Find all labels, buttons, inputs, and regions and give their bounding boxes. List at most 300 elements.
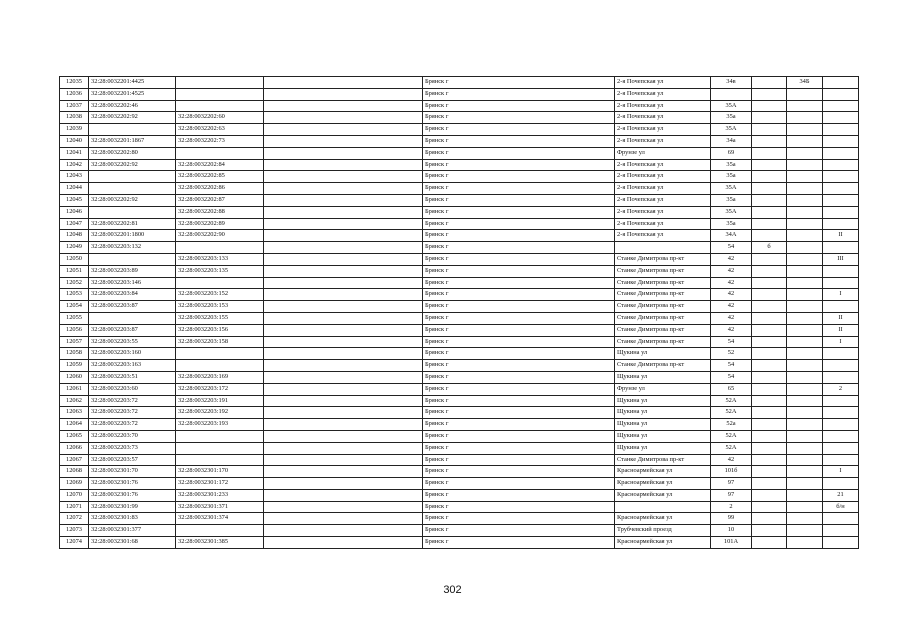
table-row	[60, 324, 859, 336]
apartment-cell	[823, 242, 859, 254]
house-cell: 101б	[711, 466, 752, 478]
city-cell: Брянск г	[423, 537, 615, 549]
house-cell: 10	[711, 525, 752, 537]
table-row	[60, 88, 859, 100]
house-cell: 54	[711, 242, 752, 254]
empty-cell	[264, 312, 423, 324]
linked-cadastral-cell: 32:28:0032203:172	[176, 383, 264, 395]
empty-cell	[264, 489, 423, 501]
city-cell: Брянск г	[423, 171, 615, 183]
city-cell: Брянск г	[423, 312, 615, 324]
city-cell: Брянск г	[423, 289, 615, 301]
table-row	[60, 112, 859, 124]
city-cell: Брянск г	[423, 454, 615, 466]
cadastral-number-cell: 32:28:0032203:72	[89, 407, 176, 419]
city-cell: Брянск г	[423, 360, 615, 372]
house-cell: 34а	[711, 135, 752, 147]
empty-cell	[264, 277, 423, 289]
apartment-cell	[823, 124, 859, 136]
street-cell: Фрунзе ул	[615, 147, 711, 159]
extra-cell	[752, 253, 787, 265]
street-cell: 2-я Почепская ул	[615, 159, 711, 171]
cadastral-number-cell: 32:28:0032301:76	[89, 478, 176, 490]
empty-cell	[264, 348, 423, 360]
apartment-cell	[823, 371, 859, 383]
house-cell: 52А	[711, 430, 752, 442]
house-cell: 35а	[711, 218, 752, 230]
extra-cell	[752, 442, 787, 454]
row-number-cell: 12058	[60, 348, 89, 360]
korpus-cell	[787, 100, 823, 112]
row-number-cell: 12073	[60, 525, 89, 537]
cadastral-number-cell: 32:28:0032203:70	[89, 430, 176, 442]
house-cell: 52а	[711, 419, 752, 431]
street-cell: Станке Димитрова пр-кт	[615, 454, 711, 466]
city-cell: Брянск г	[423, 253, 615, 265]
extra-cell	[752, 383, 787, 395]
house-cell: 65	[711, 383, 752, 395]
city-cell: Брянск г	[423, 135, 615, 147]
korpus-cell	[787, 265, 823, 277]
cadastral-number-cell: 32:28:0032301:68	[89, 537, 176, 549]
empty-cell	[264, 159, 423, 171]
house-cell: 52	[711, 348, 752, 360]
table-row	[60, 312, 859, 324]
extra-cell	[752, 301, 787, 313]
row-number-cell: 12065	[60, 430, 89, 442]
empty-cell	[264, 289, 423, 301]
table-row	[60, 419, 859, 431]
apartment-cell	[823, 348, 859, 360]
korpus-cell	[787, 301, 823, 313]
house-cell: 69	[711, 147, 752, 159]
street-cell	[615, 242, 711, 254]
city-cell: Брянск г	[423, 194, 615, 206]
empty-cell	[264, 478, 423, 490]
table-body	[60, 77, 859, 549]
row-number-cell: 12069	[60, 478, 89, 490]
table-row	[60, 407, 859, 419]
cadastral-number-cell: 32:28:0032202:92	[89, 112, 176, 124]
row-number-cell: 12070	[60, 489, 89, 501]
house-cell: 54	[711, 360, 752, 372]
extra-cell	[752, 112, 787, 124]
extra-cell	[752, 312, 787, 324]
house-cell: 54	[711, 371, 752, 383]
korpus-cell	[787, 395, 823, 407]
city-cell: Брянск г	[423, 383, 615, 395]
korpus-cell	[787, 183, 823, 195]
cadastral-number-cell: 32:28:0032203:84	[89, 289, 176, 301]
apartment-cell	[823, 100, 859, 112]
street-cell: 2-я Почепская ул	[615, 171, 711, 183]
apartment-cell	[823, 159, 859, 171]
apartment-cell: б/н	[823, 501, 859, 513]
cadastral-number-cell	[89, 171, 176, 183]
city-cell: Брянск г	[423, 348, 615, 360]
cadastral-number-cell: 32:28:0032301:377	[89, 525, 176, 537]
row-number-cell: 12036	[60, 88, 89, 100]
korpus-cell	[787, 360, 823, 372]
cadastral-number-cell: 32:28:0032203:60	[89, 383, 176, 395]
row-number-cell: 12063	[60, 407, 89, 419]
extra-cell	[752, 77, 787, 89]
korpus-cell	[787, 312, 823, 324]
city-cell: Брянск г	[423, 513, 615, 525]
table-row	[60, 147, 859, 159]
empty-cell	[264, 147, 423, 159]
apartment-cell	[823, 183, 859, 195]
table-row	[60, 395, 859, 407]
row-number-cell: 12066	[60, 442, 89, 454]
empty-cell	[264, 395, 423, 407]
table-row	[60, 124, 859, 136]
korpus-cell	[787, 159, 823, 171]
table-row	[60, 230, 859, 242]
empty-cell	[264, 112, 423, 124]
table-row	[60, 466, 859, 478]
city-cell: Брянск г	[423, 100, 615, 112]
apartment-cell	[823, 112, 859, 124]
apartment-cell	[823, 442, 859, 454]
empty-cell	[264, 171, 423, 183]
empty-cell	[264, 88, 423, 100]
extra-cell	[752, 289, 787, 301]
table-row	[60, 336, 859, 348]
empty-cell	[264, 135, 423, 147]
linked-cadastral-cell: 32:28:0032202:87	[176, 194, 264, 206]
table-row	[60, 525, 859, 537]
cadastral-number-cell	[89, 312, 176, 324]
street-cell: Станке Димитрова пр-кт	[615, 324, 711, 336]
row-number-cell: 12050	[60, 253, 89, 265]
apartment-cell: I	[823, 466, 859, 478]
table-row	[60, 360, 859, 372]
house-cell: 42	[711, 301, 752, 313]
linked-cadastral-cell	[176, 454, 264, 466]
korpus-cell	[787, 407, 823, 419]
table-row	[60, 348, 859, 360]
apartment-cell	[823, 301, 859, 313]
linked-cadastral-cell	[176, 525, 264, 537]
korpus-cell	[787, 112, 823, 124]
extra-cell	[752, 194, 787, 206]
row-number-cell: 12048	[60, 230, 89, 242]
table-row	[60, 513, 859, 525]
extra-cell	[752, 171, 787, 183]
city-cell: Брянск г	[423, 419, 615, 431]
table-row	[60, 277, 859, 289]
table-row	[60, 206, 859, 218]
linked-cadastral-cell	[176, 360, 264, 372]
row-number-cell: 12046	[60, 206, 89, 218]
extra-cell	[752, 218, 787, 230]
apartment-cell	[823, 77, 859, 89]
extra-cell	[752, 395, 787, 407]
table-row	[60, 159, 859, 171]
page-number: 302	[443, 584, 462, 596]
korpus-cell	[787, 371, 823, 383]
house-cell: 35а	[711, 112, 752, 124]
street-cell: Красноармейская ул	[615, 537, 711, 549]
extra-cell	[752, 513, 787, 525]
empty-cell	[264, 466, 423, 478]
house-cell: 35а	[711, 159, 752, 171]
linked-cadastral-cell	[176, 442, 264, 454]
cadastral-number-cell: 32:28:0032202:46	[89, 100, 176, 112]
city-cell: Брянск г	[423, 324, 615, 336]
extra-cell	[752, 419, 787, 431]
apartment-cell	[823, 407, 859, 419]
city-cell: Брянск г	[423, 112, 615, 124]
street-cell: 2-я Почепская ул	[615, 206, 711, 218]
linked-cadastral-cell: 32:28:0032301:233	[176, 489, 264, 501]
apartment-cell	[823, 537, 859, 549]
house-cell	[711, 88, 752, 100]
city-cell: Брянск г	[423, 301, 615, 313]
linked-cadastral-cell	[176, 100, 264, 112]
row-number-cell: 12041	[60, 147, 89, 159]
city-cell: Брянск г	[423, 336, 615, 348]
house-cell: 54	[711, 336, 752, 348]
table-row	[60, 537, 859, 549]
house-cell: 101А	[711, 537, 752, 549]
city-cell: Брянск г	[423, 242, 615, 254]
city-cell: Брянск г	[423, 430, 615, 442]
street-cell: Щукина ул	[615, 430, 711, 442]
apartment-cell	[823, 171, 859, 183]
empty-cell	[264, 454, 423, 466]
extra-cell: б	[752, 242, 787, 254]
linked-cadastral-cell	[176, 430, 264, 442]
korpus-cell	[787, 206, 823, 218]
street-cell: 2-я Почепская ул	[615, 135, 711, 147]
apartment-cell	[823, 525, 859, 537]
cadastral-number-cell	[89, 253, 176, 265]
korpus-cell	[787, 383, 823, 395]
row-number-cell: 12038	[60, 112, 89, 124]
linked-cadastral-cell: 32:28:0032203:135	[176, 265, 264, 277]
cadastral-number-cell: 32:28:0032201:4525	[89, 88, 176, 100]
apartment-cell	[823, 265, 859, 277]
street-cell: Красноармейская ул	[615, 478, 711, 490]
korpus-cell	[787, 324, 823, 336]
korpus-cell	[787, 135, 823, 147]
extra-cell	[752, 100, 787, 112]
city-cell: Брянск г	[423, 265, 615, 277]
row-number-cell: 12071	[60, 501, 89, 513]
korpus-cell	[787, 537, 823, 549]
house-cell: 42	[711, 265, 752, 277]
house-cell: 2	[711, 501, 752, 513]
empty-cell	[264, 265, 423, 277]
row-number-cell: 12055	[60, 312, 89, 324]
city-cell: Брянск г	[423, 407, 615, 419]
korpus-cell	[787, 419, 823, 431]
row-number-cell: 12037	[60, 100, 89, 112]
street-cell: Станке Димитрова пр-кт	[615, 336, 711, 348]
row-number-cell: 12072	[60, 513, 89, 525]
row-number-cell: 12039	[60, 124, 89, 136]
table-row	[60, 301, 859, 313]
extra-cell	[752, 371, 787, 383]
cadastral-number-cell: 32:28:0032203:89	[89, 265, 176, 277]
apartment-cell: I	[823, 289, 859, 301]
city-cell: Брянск г	[423, 442, 615, 454]
extra-cell	[752, 88, 787, 100]
table-row	[60, 253, 859, 265]
house-cell: 42	[711, 454, 752, 466]
table-row	[60, 489, 859, 501]
city-cell: Брянск г	[423, 478, 615, 490]
city-cell: Брянск г	[423, 466, 615, 478]
city-cell: Брянск г	[423, 230, 615, 242]
linked-cadastral-cell: 32:28:0032202:86	[176, 183, 264, 195]
street-cell: Щукина ул	[615, 407, 711, 419]
street-cell: 2-я Почепская ул	[615, 100, 711, 112]
table-row	[60, 135, 859, 147]
linked-cadastral-cell	[176, 147, 264, 159]
street-cell: Красноармейская ул	[615, 513, 711, 525]
house-cell: 42	[711, 277, 752, 289]
linked-cadastral-cell: 32:28:0032203:169	[176, 371, 264, 383]
linked-cadastral-cell: 32:28:0032202:73	[176, 135, 264, 147]
street-cell: Красноармейская ул	[615, 466, 711, 478]
empty-cell	[264, 371, 423, 383]
linked-cadastral-cell: 32:28:0032202:63	[176, 124, 264, 136]
table-row	[60, 289, 859, 301]
street-cell	[615, 501, 711, 513]
linked-cadastral-cell: 32:28:0032203:155	[176, 312, 264, 324]
apartment-cell	[823, 135, 859, 147]
linked-cadastral-cell	[176, 242, 264, 254]
table-row	[60, 265, 859, 277]
linked-cadastral-cell: 32:28:0032202:90	[176, 230, 264, 242]
street-cell: Станке Димитрова пр-кт	[615, 360, 711, 372]
apartment-cell: II	[823, 312, 859, 324]
table-row	[60, 371, 859, 383]
korpus-cell	[787, 253, 823, 265]
extra-cell	[752, 183, 787, 195]
cadastral-number-cell: 32:28:0032202:92	[89, 159, 176, 171]
apartment-cell: II	[823, 230, 859, 242]
cadastral-number-cell: 32:28:0032203:57	[89, 454, 176, 466]
row-number-cell: 12044	[60, 183, 89, 195]
row-number-cell: 12059	[60, 360, 89, 372]
house-cell: 42	[711, 312, 752, 324]
row-number-cell: 12068	[60, 466, 89, 478]
table-row	[60, 454, 859, 466]
apartment-cell	[823, 419, 859, 431]
street-cell: 2-я Почепская ул	[615, 183, 711, 195]
table-row	[60, 242, 859, 254]
city-cell: Брянск г	[423, 88, 615, 100]
cadastral-number-cell: 32:28:0032202:92	[89, 194, 176, 206]
house-cell: 35а	[711, 171, 752, 183]
row-number-cell: 12061	[60, 383, 89, 395]
empty-cell	[264, 230, 423, 242]
cadastral-number-cell: 32:28:0032202:80	[89, 147, 176, 159]
house-cell: 42	[711, 289, 752, 301]
street-cell: Станке Димитрова пр-кт	[615, 289, 711, 301]
korpus-cell	[787, 124, 823, 136]
row-number-cell: 12056	[60, 324, 89, 336]
empty-cell	[264, 77, 423, 89]
extra-cell	[752, 265, 787, 277]
korpus-cell	[787, 277, 823, 289]
table-row	[60, 430, 859, 442]
house-cell: 42	[711, 324, 752, 336]
korpus-cell	[787, 525, 823, 537]
extra-cell	[752, 525, 787, 537]
row-number-cell: 12064	[60, 419, 89, 431]
house-cell: 35А	[711, 183, 752, 195]
row-number-cell: 12035	[60, 77, 89, 89]
row-number-cell: 12067	[60, 454, 89, 466]
apartment-cell	[823, 478, 859, 490]
house-cell: 97	[711, 478, 752, 490]
extra-cell	[752, 478, 787, 490]
house-cell: 52А	[711, 395, 752, 407]
street-cell: Щукина ул	[615, 419, 711, 431]
street-cell: Станке Димитрова пр-кт	[615, 253, 711, 265]
cadastral-number-cell: 32:28:0032203:73	[89, 442, 176, 454]
empty-cell	[264, 324, 423, 336]
korpus-cell	[787, 478, 823, 490]
table-row	[60, 183, 859, 195]
street-cell: 2-я Почепская ул	[615, 88, 711, 100]
linked-cadastral-cell: 32:28:0032203:152	[176, 289, 264, 301]
table-row	[60, 171, 859, 183]
street-cell: Щукина ул	[615, 442, 711, 454]
cadastral-number-cell: 32:28:0032203:87	[89, 324, 176, 336]
extra-cell	[752, 230, 787, 242]
linked-cadastral-cell: 32:28:0032203:133	[176, 253, 264, 265]
apartment-cell	[823, 277, 859, 289]
empty-cell	[264, 419, 423, 431]
city-cell: Брянск г	[423, 77, 615, 89]
house-cell: 52А	[711, 407, 752, 419]
empty-cell	[264, 206, 423, 218]
apartment-cell	[823, 395, 859, 407]
cadastral-number-cell	[89, 206, 176, 218]
street-cell: Щукина ул	[615, 395, 711, 407]
extra-cell	[752, 336, 787, 348]
street-cell: 2-я Почепская ул	[615, 77, 711, 89]
cadastral-number-cell: 32:28:0032201:4425	[89, 77, 176, 89]
row-number-cell: 12057	[60, 336, 89, 348]
cadastral-number-cell: 32:28:0032301:83	[89, 513, 176, 525]
house-cell: 97	[711, 489, 752, 501]
street-cell: Станке Димитрова пр-кт	[615, 265, 711, 277]
empty-cell	[264, 100, 423, 112]
extra-cell	[752, 454, 787, 466]
linked-cadastral-cell: 32:28:0032301:374	[176, 513, 264, 525]
row-number-cell: 12040	[60, 135, 89, 147]
linked-cadastral-cell	[176, 88, 264, 100]
row-number-cell: 12054	[60, 301, 89, 313]
city-cell: Брянск г	[423, 277, 615, 289]
street-cell: 2-я Почепская ул	[615, 218, 711, 230]
house-cell: 52А	[711, 442, 752, 454]
linked-cadastral-cell: 32:28:0032301:172	[176, 478, 264, 490]
korpus-cell	[787, 501, 823, 513]
row-number-cell: 12045	[60, 194, 89, 206]
empty-cell	[264, 124, 423, 136]
extra-cell	[752, 466, 787, 478]
house-cell: 99	[711, 513, 752, 525]
city-cell: Брянск г	[423, 147, 615, 159]
